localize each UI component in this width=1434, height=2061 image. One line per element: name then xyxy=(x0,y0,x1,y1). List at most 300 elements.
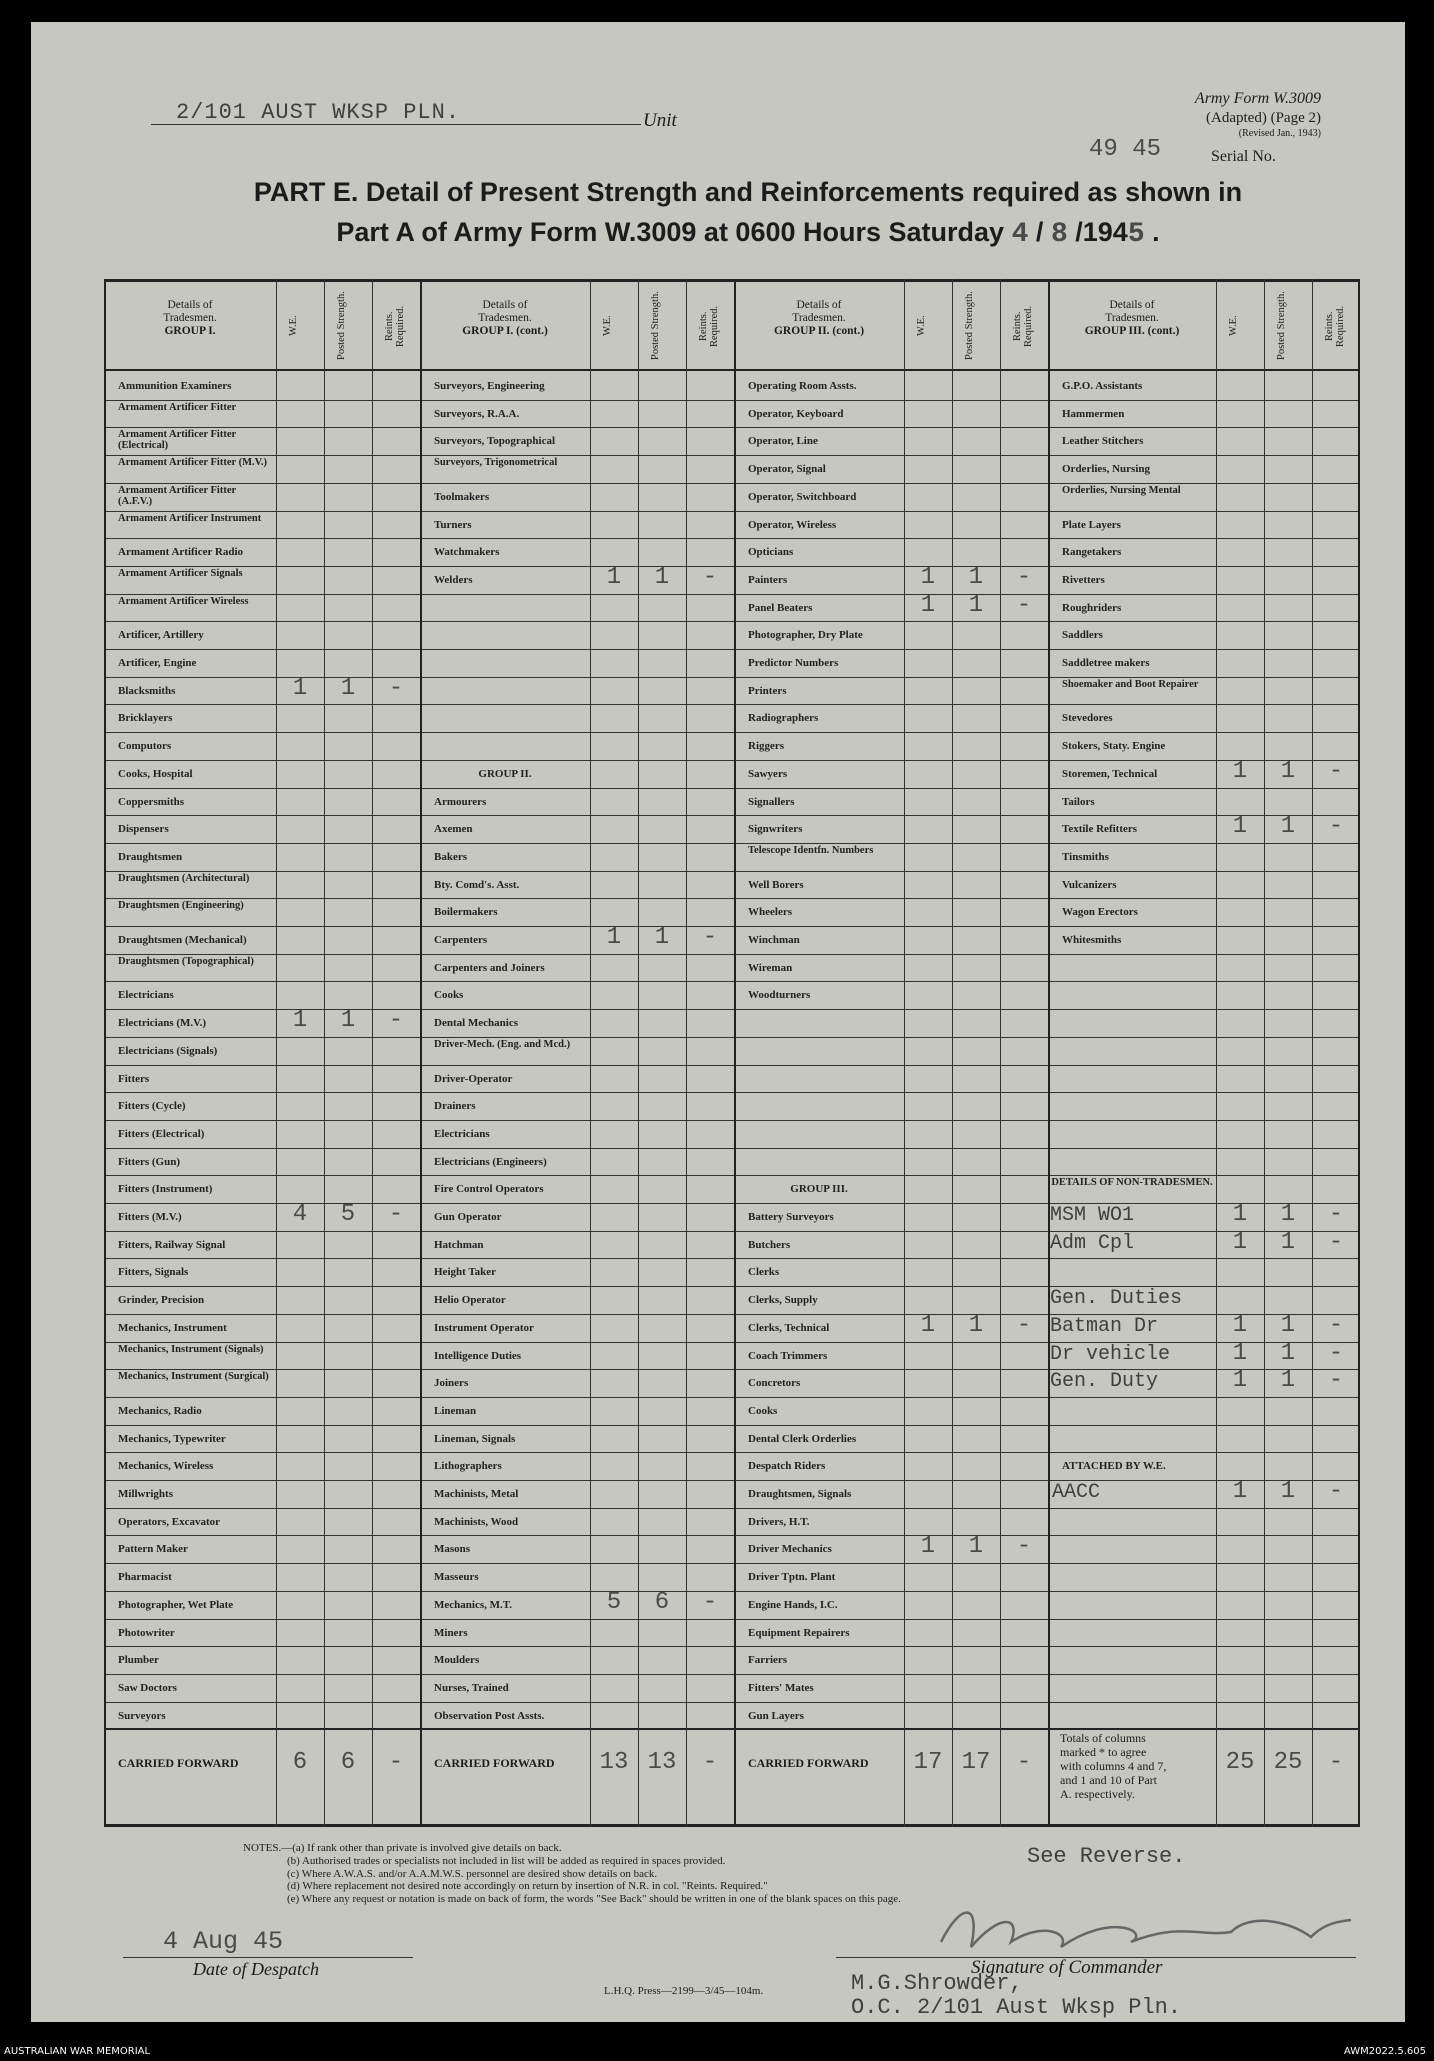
trade-label: Driver Tptn. Plant xyxy=(748,1571,836,1584)
trade-label: Pharmacist xyxy=(118,1571,172,1584)
sub-col-border xyxy=(1216,279,1217,1827)
trade-label: Masons xyxy=(434,1543,471,1556)
column-header-details xyxy=(420,299,590,338)
trade-label: Armament Artificer Fitter (M.V.) xyxy=(118,457,267,469)
trade-label: Coach Trimmers xyxy=(748,1349,828,1362)
trade-label: Fitters' Mates xyxy=(748,1681,814,1694)
column-header-reints: Reints. Required. xyxy=(698,305,720,347)
row-divider xyxy=(104,760,1360,761)
trade-label: Operator, Line xyxy=(748,435,818,448)
trade-label: Opticians xyxy=(748,546,794,559)
trade-label: Vulcanizers xyxy=(1062,878,1117,891)
trade-label: Wheelers xyxy=(748,906,792,919)
trade-label: Winchman xyxy=(748,934,800,946)
title-day: 4 xyxy=(1011,219,1029,250)
trade-label: Welders xyxy=(434,573,473,586)
trade-value-reints: - xyxy=(1328,757,1344,785)
trade-label: Mechanics, Instrument (Signals) xyxy=(118,1343,264,1355)
note-c: (c) Where A.W.A.S. and/or A.A.M.W.S. personnel are desired show details on back. xyxy=(287,1867,658,1880)
non-tradesman-value-we: 1 xyxy=(1232,1367,1248,1395)
trade-label: Surveyors, Trigonometrical xyxy=(434,457,558,469)
trade-label: Intelligence Duties xyxy=(434,1349,522,1362)
row-divider xyxy=(104,455,1360,456)
trade-value-we: 1 xyxy=(920,591,936,619)
footer-right: AWM2022.5.605 xyxy=(1343,2046,1426,2057)
note-a: NOTES.—(a) If rank other than private is involved give details on back. xyxy=(243,1842,562,1854)
non-tradesman-value-reints: - xyxy=(1328,1367,1344,1395)
trade-label: Predictor Numbers xyxy=(748,657,839,669)
column-header-reints: Reints. Required. xyxy=(384,305,406,347)
trade-label: Despatch Riders xyxy=(748,1460,826,1473)
non-tradesman-value-reints: - xyxy=(1328,1201,1344,1228)
trade-label: Clerks, Technical xyxy=(748,1321,830,1334)
trade-value-we: 4 xyxy=(292,1201,308,1228)
trade-label: Armament Artificer Signals xyxy=(118,567,243,579)
trade-label: Plate Layers xyxy=(1062,518,1121,531)
row-divider xyxy=(104,1452,1360,1453)
trade-value-we: 5 xyxy=(606,1588,622,1616)
trade-label: Saw Doctors xyxy=(118,1681,177,1694)
trade-label: Fitters (Gun) xyxy=(118,1155,181,1168)
group-header: GROUP III. (cont.) xyxy=(1084,325,1180,337)
trade-label: Surveyors, Engineering xyxy=(434,380,545,392)
row-divider xyxy=(104,1065,1360,1066)
column-header-details xyxy=(1048,299,1216,338)
serial-number: 49 45 xyxy=(1089,136,1162,163)
trade-label: Fitters, Railway Signal xyxy=(118,1238,226,1251)
trade-value-we: 1 xyxy=(1232,813,1248,841)
carried-forward-value-posted: 25 xyxy=(1273,1749,1303,1777)
non-tradesman-value-reints: - xyxy=(1328,1339,1344,1367)
trade-label: Electricians xyxy=(434,1127,490,1140)
row-divider xyxy=(104,1092,1360,1093)
block-border xyxy=(104,279,106,1827)
row-divider xyxy=(104,1702,1360,1703)
trade-label: Cooks xyxy=(434,989,464,1002)
trade-label: Surveyors, Topographical xyxy=(434,435,556,448)
trade-label: Rangetakers xyxy=(1062,546,1122,559)
trade-value-we: 1 xyxy=(292,674,308,702)
trade-label: Lithographers xyxy=(434,1460,502,1473)
carried-forward-label: CARRIED FORWARD xyxy=(118,1756,239,1771)
trade-label: Electricians (Signals) xyxy=(118,1044,218,1057)
group-header-row: GROUP III. xyxy=(790,1183,848,1196)
trade-label: Photographer, Dry Plate xyxy=(748,629,863,642)
trade-value-reints: - xyxy=(1016,563,1032,591)
header-line: Tradesmen. xyxy=(478,312,532,324)
row-divider xyxy=(104,1535,1360,1536)
trade-label: Masseurs xyxy=(434,1571,479,1584)
carried-forward-value-we: 17 xyxy=(913,1749,943,1777)
non-tradesman-value-posted: 1 xyxy=(1280,1311,1296,1339)
trade-value-we: 1 xyxy=(920,1533,936,1561)
trade-value-reints: - xyxy=(1328,813,1344,841)
trade-label: Bty. Comd's. Asst. xyxy=(434,878,520,891)
trade-label: Armament Artificer Fitter (A.F.V.) xyxy=(118,484,236,507)
trade-value-we: 1 xyxy=(1232,757,1248,785)
trade-label: Clerks, Supply xyxy=(748,1294,818,1307)
column-header-reints: Reints. Required. xyxy=(1012,305,1034,347)
block-border xyxy=(734,279,736,1827)
title-year-prefix: /194 xyxy=(1075,217,1128,247)
trade-label: Textile Refitters xyxy=(1062,823,1138,836)
row-divider xyxy=(104,1425,1360,1426)
trade-label: Printers xyxy=(748,684,787,697)
non-tradesman-value-posted: 1 xyxy=(1280,1228,1296,1256)
trade-label: Fire Control Operators xyxy=(434,1183,544,1196)
trade-value-we: 1 xyxy=(606,563,622,591)
page-title: PART E. Detail of Present Strength and Reinforcements required as shown in xyxy=(253,177,1243,207)
block-border xyxy=(1048,279,1050,1827)
trade-label: Operators, Excavator xyxy=(118,1515,221,1528)
column-header-details xyxy=(734,299,904,338)
row-divider xyxy=(104,538,1360,539)
page-subtitle: Part A of Army Form W.3009 at 0600 Hours Saturday 4 / 8 /1945 . xyxy=(336,217,1160,250)
trade-value-posted: 1 xyxy=(340,674,356,702)
sub-col-border xyxy=(324,279,325,1827)
non-tradesman-value-reints: - xyxy=(1328,1311,1344,1339)
trade-label: Signallers xyxy=(748,795,795,808)
header-line: Details of xyxy=(167,299,213,311)
row-divider xyxy=(104,732,1360,733)
trade-label: Bakers xyxy=(434,850,467,863)
trade-value-reints: - xyxy=(1016,1311,1032,1339)
trade-label: Photowriter xyxy=(118,1626,175,1639)
trade-label: Draughtsmen (Engineering) xyxy=(118,900,244,912)
column-header-details xyxy=(104,299,276,338)
carried-forward-value-posted: 6 xyxy=(340,1749,356,1777)
trade-label: Operator, Keyboard xyxy=(748,407,844,420)
signature-label: Signature of Commander xyxy=(971,1957,1163,1978)
trade-value-posted: 6 xyxy=(654,1588,670,1616)
carried-forward-label: CARRIED FORWARD xyxy=(434,1756,555,1771)
signature-name xyxy=(851,1972,1181,2020)
trade-label: Farriers xyxy=(748,1654,788,1667)
row-divider xyxy=(104,981,1360,982)
trade-value-posted: 1 xyxy=(968,563,984,591)
carried-forward-value-reints: - xyxy=(702,1749,718,1777)
trade-value-reints: - xyxy=(1016,591,1032,619)
trade-label: Joiners xyxy=(434,1377,469,1390)
trade-label: Sawyers xyxy=(748,767,788,780)
row-divider xyxy=(104,788,1360,789)
trade-label: Millwrights xyxy=(118,1488,173,1500)
trade-value-posted: 1 xyxy=(1280,757,1296,785)
trade-label: Dispensers xyxy=(118,823,169,836)
carried-forward-value-reints: - xyxy=(388,1749,404,1777)
trade-label: Tailors xyxy=(1062,795,1095,808)
trade-label: Saddletree makers xyxy=(1062,657,1150,669)
trade-label: Driver Mechanics xyxy=(748,1543,832,1556)
trade-label: Driver-Mech. (Eng. and Mcd.) xyxy=(434,1038,571,1050)
trade-label: Operating Room Assts. xyxy=(748,380,857,392)
trade-label: Axemen xyxy=(434,823,473,836)
non-tradesman-value-posted: 1 xyxy=(1280,1367,1296,1395)
unit-value: 2/101 AUST WKSP PLN. xyxy=(176,100,461,125)
trade-label: Rivetters xyxy=(1062,573,1105,586)
non-tradesman-label: Dr vehicle xyxy=(1050,1342,1171,1366)
carried-forward-value-we: 6 xyxy=(292,1749,308,1777)
attached-header: ATTACHED BY W.E. xyxy=(1062,1460,1166,1473)
trade-label: Equipment Repairers xyxy=(748,1626,850,1639)
trade-label: Leather Stitchers xyxy=(1062,435,1144,448)
column-header-posted: Posted Strength. xyxy=(964,291,975,361)
non-tradesman-value-we: 1 xyxy=(1232,1201,1248,1228)
form-revised: (Revised Jan., 1943) xyxy=(1238,128,1321,139)
trade-label: Coppersmiths xyxy=(118,795,185,808)
note-d: (d) Where replacement not desired note accordingly on return by insertion of N.R. in col. "Reints. Required." xyxy=(287,1880,768,1893)
trade-label: Draughtsmen, Signals xyxy=(748,1488,852,1500)
non-tradesman-label: Adm Cpl xyxy=(1050,1231,1135,1255)
totals-note-line: and 1 and 10 of Part xyxy=(1060,1773,1157,1788)
unit-label: Unit xyxy=(643,110,677,131)
form-id: Army Form W.3009 xyxy=(1194,90,1321,107)
trade-label: Signwriters xyxy=(748,823,803,836)
trade-label: Turners xyxy=(434,518,472,531)
carried-forward-value-we: 13 xyxy=(599,1749,629,1777)
trade-value-reints: - xyxy=(702,924,718,951)
attached-value-reints: - xyxy=(1328,1478,1344,1505)
form-adapted: (Adapted) (Page 2) xyxy=(1206,110,1321,126)
trade-label: Electricians xyxy=(118,989,174,1002)
trade-label: Mechanics, Typewriter xyxy=(118,1432,226,1445)
trade-label: Tinsmiths xyxy=(1062,850,1109,863)
row-divider xyxy=(104,1148,1360,1149)
trade-value-reints: - xyxy=(1016,1533,1032,1561)
trade-label: Driver-Operator xyxy=(434,1072,513,1085)
trade-label: Drainers xyxy=(434,1100,476,1113)
trade-label: Cooks, Hospital xyxy=(118,767,193,780)
trade-value-we: 1 xyxy=(606,924,622,951)
trade-label: Engine Hands, I.C. xyxy=(748,1598,838,1611)
subtitle-text: Part A of Army Form W.3009 at 0600 Hours Saturday xyxy=(336,217,1005,247)
trade-value-posted: 5 xyxy=(340,1201,356,1228)
trade-label: Instrument Operator xyxy=(434,1321,534,1334)
trade-label: Ammunition Examiners xyxy=(118,380,232,392)
trade-label: Boilermakers xyxy=(434,906,498,919)
trade-value-we: 1 xyxy=(292,1007,308,1035)
row-divider xyxy=(104,1258,1360,1259)
trade-label: Lineman, Signals xyxy=(434,1432,516,1445)
trade-label: Telescope Identfn. Numbers xyxy=(748,844,874,856)
header-line: Tradesmen. xyxy=(163,312,217,324)
trade-label: Surveyors, R.A.A. xyxy=(434,407,520,420)
header-line: Details of xyxy=(1109,299,1155,311)
trade-label: Mechanics, M.T. xyxy=(434,1598,513,1611)
trade-label: Mechanics, Instrument (Surgical) xyxy=(118,1371,269,1383)
row-divider xyxy=(104,1646,1360,1647)
row-divider xyxy=(104,400,1360,401)
non-tradesman-label: MSM WO1 xyxy=(1050,1204,1135,1227)
signature-name-line2: O.C. 2/101 Aust Wksp Pln. xyxy=(851,1995,1182,2020)
row-divider xyxy=(104,594,1360,595)
carried-forward-value-posted: 17 xyxy=(961,1749,991,1777)
trade-label: Storemen, Technical xyxy=(1062,767,1158,780)
column-header-we: W.E. xyxy=(602,315,613,337)
carried-forward-label: CARRIED FORWARD xyxy=(748,1756,869,1771)
totals-note-line: Totals of columns xyxy=(1060,1731,1146,1746)
trade-label: Radiographers xyxy=(748,712,819,725)
header-line: Details of xyxy=(482,299,528,311)
group-header: GROUP I. xyxy=(164,325,216,337)
trade-label: Armament Artificer Radio xyxy=(118,546,244,559)
row-divider xyxy=(104,1120,1360,1121)
sub-col-border xyxy=(1264,279,1265,1827)
row-divider xyxy=(104,1175,1360,1176)
serial-label: Serial No. xyxy=(1211,148,1276,165)
row-divider xyxy=(104,871,1360,872)
header-line: Tradesmen. xyxy=(792,312,846,324)
non-tradesman-value-we: 1 xyxy=(1232,1228,1248,1256)
row-divider xyxy=(104,427,1360,428)
non-tradesman-value-posted: 1 xyxy=(1280,1339,1296,1367)
group-header: GROUP II. (cont.) xyxy=(773,325,865,337)
trade-value-posted: 1 xyxy=(1280,813,1296,841)
row-divider xyxy=(104,1508,1360,1509)
totals-note xyxy=(1060,1731,1214,1801)
trade-label: Clerks xyxy=(748,1266,780,1279)
trade-label: Bricklayers xyxy=(118,712,173,725)
trade-label: Stevedores xyxy=(1062,712,1113,725)
trade-label: Height Taker xyxy=(434,1266,497,1279)
trade-label: Pattern Maker xyxy=(118,1543,188,1556)
trade-label: Draughtsmen (Mechanical) xyxy=(118,934,247,946)
trade-label: Fitters, Signals xyxy=(118,1266,189,1279)
trade-label: Riggers xyxy=(748,740,785,753)
see-reverse-stamp: See Reverse. xyxy=(1027,1844,1186,1869)
trade-label: Fitters (Electrical) xyxy=(118,1127,205,1140)
trade-label: Nurses, Trained xyxy=(434,1681,509,1694)
header-line: Details of xyxy=(796,299,842,311)
column-header-posted: Posted Strength. xyxy=(1276,291,1287,361)
group-header: GROUP I. (cont.) xyxy=(462,325,548,337)
despatch-underline xyxy=(123,1957,413,1958)
strength-table xyxy=(104,279,1360,1827)
right-border xyxy=(1358,279,1360,1827)
trade-label: Orderlies, Nursing Mental xyxy=(1062,484,1181,496)
despatch-date: 4 Aug 45 xyxy=(163,1927,284,1956)
trade-label: Toolmakers xyxy=(434,490,490,503)
trade-label: Orderlies, Nursing xyxy=(1062,463,1150,476)
row-divider xyxy=(104,1397,1360,1398)
trade-value-reints: - xyxy=(702,563,718,591)
trade-label: Gun Operator xyxy=(434,1211,502,1223)
trade-value-we: 1 xyxy=(920,563,936,591)
trade-label: Gun Layers xyxy=(748,1709,804,1722)
row-divider xyxy=(104,898,1360,899)
trade-value-reints: - xyxy=(388,1201,404,1228)
row-divider xyxy=(104,1619,1360,1620)
title-month: 8 xyxy=(1050,219,1068,250)
trade-label: Electricians (M.V.) xyxy=(118,1017,207,1030)
non-tradesman-label: Gen. Duties xyxy=(1050,1287,1183,1311)
trade-label: Armament Artificer Wireless xyxy=(118,595,249,607)
non-tradesman-value-we: 1 xyxy=(1232,1339,1248,1367)
trade-label: Fitters (Cycle) xyxy=(118,1100,186,1113)
trade-label: Woodturners xyxy=(748,989,811,1002)
attached-value-we: 1 xyxy=(1232,1478,1248,1505)
trade-label: Painters xyxy=(748,573,788,586)
block-border xyxy=(420,279,422,1827)
trade-label: Butchers xyxy=(748,1238,791,1251)
trade-label: Lineman xyxy=(434,1404,477,1417)
trade-value-posted: 1 xyxy=(654,563,670,591)
trade-label: Cooks xyxy=(748,1404,778,1417)
trade-label: Machinists, Metal xyxy=(434,1488,519,1500)
signature-scribble xyxy=(931,1892,1361,1962)
trade-label: G.P.O. Assistants xyxy=(1062,380,1143,392)
trade-label: Observation Post Assts. xyxy=(434,1709,545,1722)
trade-label: Dental Clerk Orderlies xyxy=(748,1432,857,1445)
trade-label: Draughtsmen xyxy=(118,850,183,863)
note-b: (b) Authorised trades or specialists not included in list will be added as required in spaces provided. xyxy=(287,1854,726,1867)
trade-label: Fitters xyxy=(118,1072,150,1085)
column-header-we: W.E. xyxy=(1228,315,1239,337)
carried-forward-value-reints: - xyxy=(1328,1749,1344,1777)
trade-value-reints: - xyxy=(388,1007,404,1035)
trade-label: Fitters (Instrument) xyxy=(118,1183,213,1196)
printer-line: L.H.Q. Press—2199—3/45—104m. xyxy=(604,1985,764,1997)
sub-col-border xyxy=(1312,279,1313,1827)
non-tradesman-label: Gen. Duty xyxy=(1050,1370,1159,1394)
non-tradesman-value-posted: 1 xyxy=(1280,1201,1296,1228)
totals-note-line: with columns 4 and 7, xyxy=(1060,1759,1167,1774)
trade-label: Saddlers xyxy=(1062,629,1103,642)
header-bottom-border xyxy=(104,369,1360,371)
sub-col-border xyxy=(904,279,905,1827)
trade-label: Artificer, Engine xyxy=(118,657,197,669)
trade-value-posted: 1 xyxy=(654,924,670,951)
table-bottom-border xyxy=(104,1824,1360,1827)
group-header-row: GROUP II. xyxy=(478,767,532,780)
trade-label: Well Borers xyxy=(748,878,804,891)
trade-label: Battery Surveyors xyxy=(748,1211,834,1223)
attached-label: AACC xyxy=(1052,1481,1101,1504)
trade-label: Hammermen xyxy=(1062,407,1125,420)
trade-label: Carpenters xyxy=(434,934,488,946)
row-divider xyxy=(104,704,1360,705)
trade-label: Helio Operator xyxy=(434,1294,506,1307)
column-header-reints: Reints. Required. xyxy=(1324,305,1346,347)
trade-label: Computors xyxy=(118,740,172,753)
trade-value-reints: - xyxy=(702,1588,718,1616)
trade-label: Miners xyxy=(434,1626,468,1639)
trade-label: Mechanics, Wireless xyxy=(118,1460,214,1473)
cf-top-border xyxy=(104,1728,1360,1730)
row-divider xyxy=(104,483,1360,484)
trade-value-posted: 1 xyxy=(968,1533,984,1561)
trade-label: Dental Mechanics xyxy=(434,1017,519,1030)
row-divider xyxy=(104,649,1360,650)
notes-block xyxy=(243,1842,901,1906)
trade-label: Fitters (M.V.) xyxy=(118,1211,182,1223)
column-header-we: W.E. xyxy=(288,315,299,337)
trade-label: Operator, Wireless xyxy=(748,518,837,531)
non-tradesmen-header: DETAILS OF NON-TRADESMEN. xyxy=(1051,1177,1213,1189)
trade-label: Carpenters and Joiners xyxy=(434,961,545,974)
trade-label: Hatchman xyxy=(434,1238,484,1251)
trade-label: Wireman xyxy=(748,961,793,974)
row-divider xyxy=(104,1563,1360,1564)
trade-label: Stokers, Staty. Engine xyxy=(1062,740,1166,753)
title-year-digit: 5 xyxy=(1127,219,1145,250)
row-divider xyxy=(104,815,1360,816)
trade-label: Mechanics, Instrument xyxy=(118,1321,227,1334)
trade-label: Electricians (Engineers) xyxy=(434,1155,547,1168)
trade-value-we: 1 xyxy=(920,1311,936,1339)
sub-col-border xyxy=(1000,279,1001,1827)
trade-value-posted: 1 xyxy=(968,1311,984,1339)
